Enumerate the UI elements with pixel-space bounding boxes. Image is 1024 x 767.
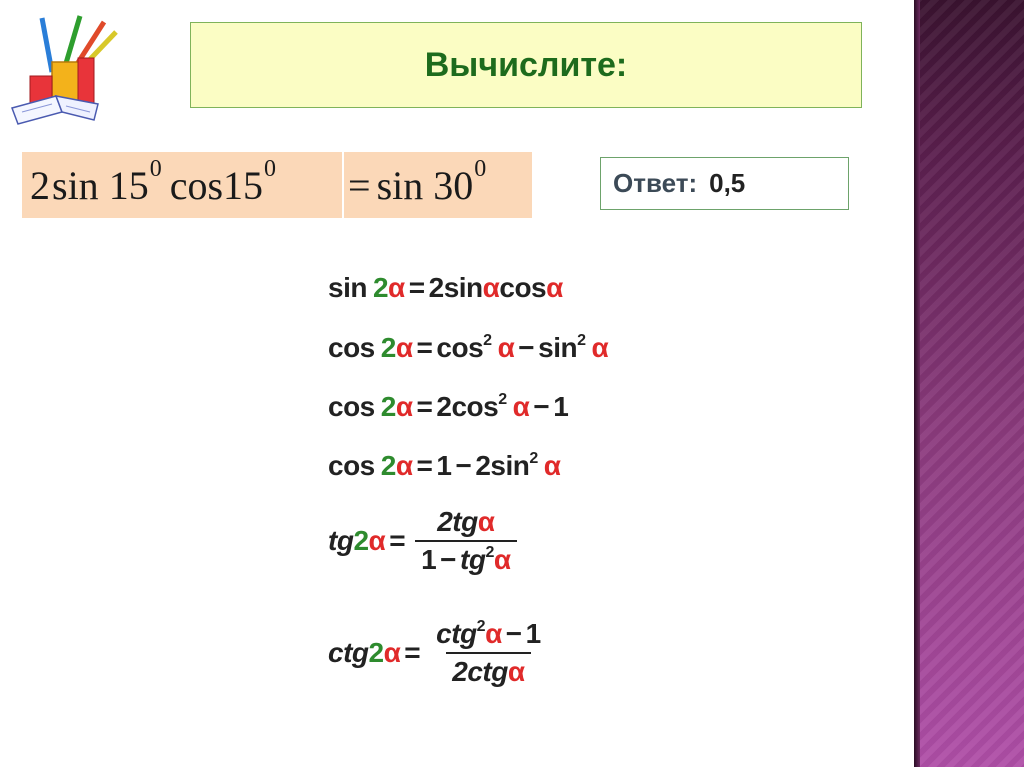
fn: cos — [328, 391, 375, 422]
alpha: α — [497, 332, 515, 363]
red-block — [78, 58, 94, 106]
fn: ctg — [328, 637, 369, 668]
fn-cos: cos — [169, 162, 224, 208]
formula-tg-double-angle — [328, 506, 517, 576]
fn-sin: sin — [376, 162, 424, 208]
equals: = — [416, 391, 433, 422]
denominator — [415, 540, 517, 576]
degree-sup: 0 — [149, 155, 162, 182]
minus: − — [518, 332, 535, 363]
fn: cos — [328, 450, 375, 481]
formula-cos-double-angle-2 — [328, 391, 568, 423]
decorative-side-band — [914, 0, 1024, 767]
fn: sin — [328, 272, 367, 303]
degree-sup: 0 — [474, 155, 487, 182]
numerator — [431, 506, 500, 540]
answer-value: 0,5 — [709, 168, 746, 198]
fn: tg — [460, 544, 486, 575]
fn: cos — [328, 332, 375, 363]
alpha: α — [493, 544, 511, 575]
alpha: α — [591, 332, 609, 363]
alpha: α — [395, 450, 413, 481]
formula-sin-double-angle — [328, 272, 563, 304]
one: 1 — [436, 450, 452, 481]
coef: 2 — [30, 162, 50, 208]
two: 2 — [368, 637, 384, 668]
numerator — [430, 618, 547, 652]
problem-left-cell — [22, 152, 342, 218]
alpha: α — [546, 272, 563, 303]
side-band-edge — [914, 0, 920, 767]
two: 2 — [380, 450, 396, 481]
alpha: α — [395, 391, 413, 422]
square: 2 — [483, 332, 492, 349]
angle: 30 — [433, 162, 474, 208]
answer-box — [600, 157, 849, 210]
fn: cos — [499, 272, 547, 303]
minus: − — [533, 391, 550, 422]
alpha: α — [482, 272, 500, 303]
alpha: α — [388, 272, 405, 303]
square: 2 — [485, 544, 494, 561]
two: 2 — [353, 525, 369, 556]
alpha: α — [368, 525, 386, 556]
title-box — [190, 22, 862, 108]
square: 2 — [577, 332, 586, 349]
formula-ctg-double-angle — [328, 618, 547, 688]
minus: − — [440, 544, 457, 575]
one: 1 — [553, 391, 569, 422]
term: 2sin — [428, 272, 483, 303]
term: 2ctg — [452, 656, 508, 687]
pencil-blue — [42, 18, 52, 72]
fn: ctg — [436, 618, 477, 649]
square: 2 — [498, 391, 507, 408]
alpha: α — [507, 656, 525, 687]
fn: tg — [328, 525, 354, 556]
fraction — [415, 506, 517, 576]
degree-sup: 0 — [264, 155, 277, 182]
one: 1 — [421, 544, 437, 575]
term: 2tg — [437, 506, 478, 537]
square: 2 — [529, 450, 538, 467]
books-and-pencils-icon — [8, 12, 120, 128]
problem-right-cell — [342, 152, 532, 218]
alpha: α — [477, 506, 495, 537]
alpha: α — [512, 391, 530, 422]
two: 2 — [372, 272, 389, 303]
fn: cos — [436, 332, 484, 363]
problem-expression — [22, 152, 532, 218]
equals: = — [416, 332, 433, 363]
term: 2sin — [475, 450, 530, 481]
minus: − — [505, 618, 522, 649]
equals: = — [348, 162, 371, 208]
equals: = — [416, 450, 433, 481]
alpha: α — [395, 332, 413, 363]
fn-sin: sin — [52, 162, 99, 208]
one: 1 — [525, 618, 541, 649]
minus: − — [455, 450, 472, 481]
angle: 15 — [223, 162, 264, 208]
angle: 15 — [108, 162, 149, 208]
square: 2 — [476, 618, 486, 635]
formula-cos-double-angle-1 — [328, 332, 608, 364]
denominator — [446, 652, 530, 688]
alpha: α — [485, 618, 502, 649]
equals: = — [404, 637, 421, 668]
alpha: α — [383, 637, 401, 668]
equals: = — [389, 525, 406, 556]
alpha: α — [543, 450, 561, 481]
formula-cos-double-angle-3 — [328, 450, 561, 482]
fraction — [430, 618, 547, 688]
fn: sin — [538, 332, 578, 363]
term: 2cos — [436, 391, 499, 422]
two: 2 — [380, 332, 396, 363]
two: 2 — [380, 391, 396, 422]
equals: = — [408, 272, 425, 303]
slide-title: Вычислите: — [424, 45, 628, 84]
answer-label: Ответ: — [613, 168, 698, 198]
side-band-stripes — [914, 0, 1024, 767]
